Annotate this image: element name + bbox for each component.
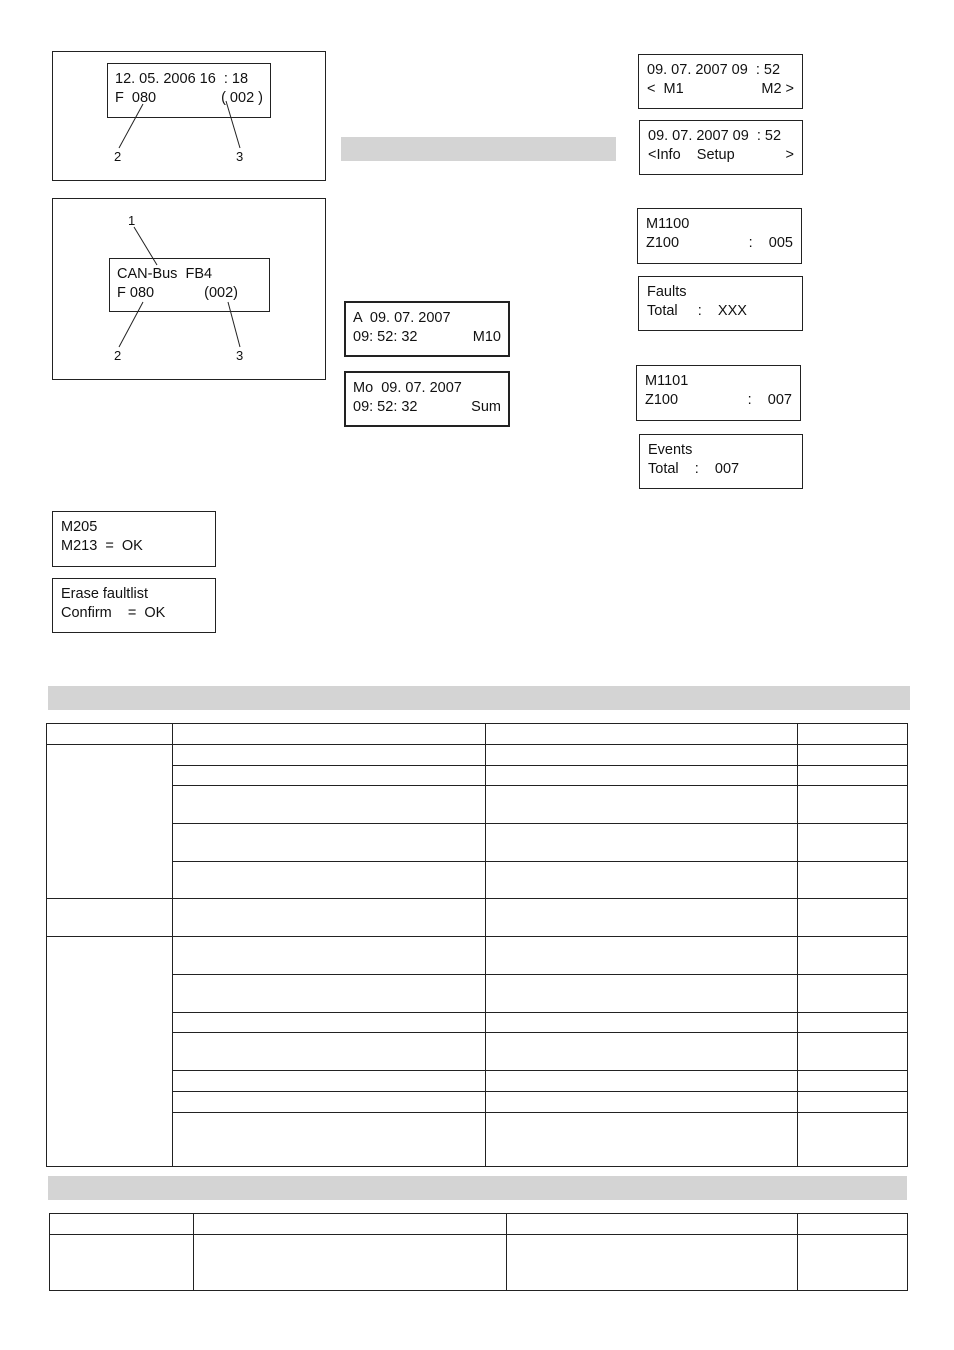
table-cell [173,824,486,862]
table-cell [798,937,908,975]
table-1 [46,723,908,1167]
status-mo-line2 [353,398,501,417]
table-cell [798,766,908,786]
m1100-right: : 005 [748,234,793,251]
table-cell [173,975,486,1013]
canbus-lcd [109,258,270,312]
faults-line2: Total : XXX [647,302,747,319]
callout-2: 2 [114,348,122,363]
faults-lcd [638,276,803,331]
table-cell [798,862,908,899]
m205-line1: M205 [61,519,98,535]
table-cell [486,1033,798,1071]
section-bar [341,137,616,161]
table-cell [486,1013,798,1033]
table-2-header-bar [48,1176,907,1200]
table-cell [173,766,486,786]
callout-3: 3 [236,348,244,363]
m1101-left: Z100 [645,391,679,408]
table-cell [507,1214,798,1235]
table-row [47,824,908,862]
table-cell [173,899,486,937]
menu-m1-left: < M1 [647,80,684,97]
table-cell [173,1033,486,1071]
faults-line1: Faults [647,284,687,300]
menu-info-line2 [648,146,794,165]
table-cell [798,724,908,745]
table-cell [173,724,486,745]
table-cell [47,724,173,745]
table-2-header-row [50,1214,908,1235]
callout-1: 1 [128,213,136,228]
table-cell [47,899,173,937]
table-row [47,1013,908,1033]
table-cell [194,1214,507,1235]
table-cell [507,1235,798,1291]
table-cell [798,1071,908,1092]
fault-lcd-line1: 12. 05. 2006 16 : 18 [115,71,249,87]
fault-lcd-line2 [115,89,263,108]
events-line1: Events [648,442,693,458]
table-cell [173,1013,486,1033]
menu-m1-line1: 09. 07. 2007 09 : 52 [647,62,781,78]
table-cell [486,786,798,824]
table-cell [486,1113,798,1167]
erase-line2: Confirm = OK [61,604,166,621]
status-mo-line1: Mo 09. 07. 2007 [353,380,462,396]
table-1-header-bar [48,686,910,710]
status-lcd-mo [344,371,510,427]
table-cell [173,1113,486,1167]
callout-2: 2 [114,149,122,164]
table-cell [486,899,798,937]
table-row [47,862,908,899]
m1101-line2 [645,391,792,410]
callout-3: 3 [236,149,244,164]
table-cell [50,1214,194,1235]
canbus-code: F 080 [117,284,155,301]
erase-faultlist-lcd [52,578,216,633]
table-row [47,899,908,937]
table-cell [798,786,908,824]
menu-m1-right: M2 > [761,80,794,97]
fault-code: F 080 [115,89,157,106]
m1100-lcd [637,208,802,264]
table-cell [173,1092,486,1113]
table-cell [173,937,486,975]
table-cell [798,745,908,766]
table-cell [798,975,908,1013]
m205-lcd [52,511,216,567]
menu-info-right: > [785,146,794,163]
status-a-line1: A 09. 07. 2007 [353,310,451,326]
table-cell [486,766,798,786]
fault-lcd [107,63,271,118]
status-lcd-a [344,301,510,357]
table-cell [173,1071,486,1092]
table-row [47,1092,908,1113]
table-cell [486,1071,798,1092]
fault-count: ( 002 ) [221,89,263,106]
table-cell [486,975,798,1013]
events-lcd [639,434,803,489]
canbus-count: (002) [204,284,238,301]
menu-lcd-info [639,120,803,175]
table-row [47,1113,908,1167]
table-cell [798,1235,908,1291]
table-row [47,786,908,824]
status-mo-mode: Sum [471,398,501,415]
menu-info-left: <Info Setup [648,146,735,163]
table-row [47,937,908,975]
m1100-left: Z100 [646,234,680,251]
status-a-time: 09: 52: 32 [353,328,418,345]
table-cell [798,1013,908,1033]
table-cell [798,1092,908,1113]
m1101-right: : 007 [747,391,792,408]
m1101-lcd [636,365,801,421]
table-cell [486,862,798,899]
table-cell [798,1214,908,1235]
m1101-line1: M1101 [645,373,689,389]
m1100-line1: M1100 [646,216,690,232]
table-cell [798,824,908,862]
table-cell [486,1092,798,1113]
table-row [47,1033,908,1071]
menu-m1-line2 [647,80,794,99]
table-cell [798,899,908,937]
canbus-lcd-line2 [117,284,262,303]
m205-line2: M213 = OK [61,537,143,554]
table-cell [194,1235,507,1291]
table-cell [50,1235,194,1291]
table-cell [173,862,486,899]
erase-line1: Erase faultlist [61,586,149,602]
table-cell [486,824,798,862]
table-row [50,1235,908,1291]
table-cell [486,745,798,766]
table-row [47,975,908,1013]
table-1-header-row [47,724,908,745]
table-cell [486,724,798,745]
table-row [47,766,908,786]
events-line2: Total : 007 [648,460,740,477]
table-cell [798,1033,908,1071]
table-cell [173,786,486,824]
status-a-line2 [353,328,501,347]
table-cell [173,745,486,766]
canbus-lcd-line1: CAN-Bus FB4 [117,266,213,282]
table-cell [47,937,173,1167]
table-cell [47,745,173,899]
m1100-line2 [646,234,793,253]
menu-info-line1: 09. 07. 2007 09 : 52 [648,128,782,144]
menu-lcd-m1 [638,54,803,109]
table-row [47,745,908,766]
table-row [47,1071,908,1092]
table-cell [798,1113,908,1167]
status-a-mode: M10 [472,328,501,345]
table-2 [49,1213,908,1291]
table-cell [486,937,798,975]
status-mo-time: 09: 52: 32 [353,398,418,415]
